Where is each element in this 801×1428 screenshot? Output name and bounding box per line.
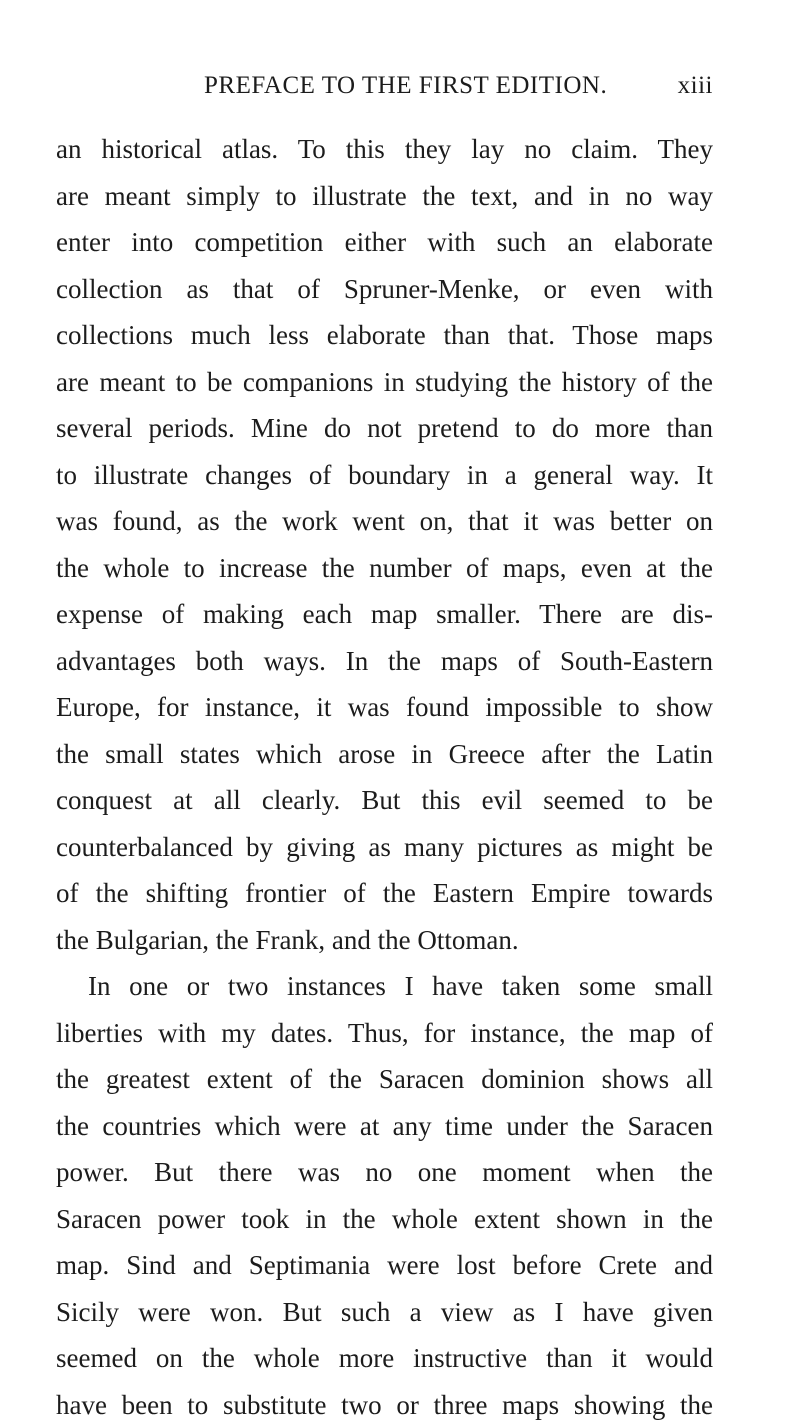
text-line: the greatest extent of the Saracen dominion shows all xyxy=(56,1056,713,1103)
text-line: Europe, for instance, it was found impossible to show xyxy=(56,684,713,731)
text-line: liberties with my dates. Thus, for instance, the map of xyxy=(56,1010,713,1057)
text-line: are meant to be companions in studying the history of the xyxy=(56,359,713,406)
text-line: have been to substitute two or three maps showing the xyxy=(56,1382,713,1428)
text-line: seemed on the whole more instructive than it would xyxy=(56,1335,713,1382)
body-text xyxy=(56,126,713,1428)
text-line: expense of making each map smaller. There are dis- xyxy=(56,591,713,638)
text-line: to illustrate changes of boundary in a general way. It xyxy=(56,452,713,499)
text-line: conquest at all clearly. But this evil seemed to be xyxy=(56,777,713,824)
text-line: map. Sind and Septimania were lost before Crete and xyxy=(56,1242,713,1289)
text-line: was found, as the work went on, that it was better on xyxy=(56,498,713,545)
text-line: enter into competition either with such an elaborate xyxy=(56,219,713,266)
text-line: power. But there was no one moment when the xyxy=(56,1149,713,1196)
running-head-title: PREFACE TO THE FIRST EDITION. xyxy=(204,72,607,100)
text-line: the small states which arose in Greece after the Latin xyxy=(56,731,713,778)
text-line: advantages both ways. In the maps of South-Eastern xyxy=(56,638,713,685)
text-line: an historical atlas. To this they lay no claim. They xyxy=(56,126,713,173)
text-line: Sicily were won. But such a view as I have given xyxy=(56,1289,713,1336)
text-line: are meant simply to illustrate the text, and in no way xyxy=(56,173,713,220)
paragraph-start-line: In one or two instances I have taken some small xyxy=(56,963,713,1010)
text-line: of the shifting frontier of the Eastern Empire towards xyxy=(56,870,713,917)
text-line: the whole to increase the number of maps, even at the xyxy=(56,545,713,592)
page-number: xiii xyxy=(678,72,713,100)
text-line: several periods. Mine do not pretend to do more than xyxy=(56,405,713,452)
running-head xyxy=(56,72,713,112)
text-line: Saracen power took in the whole extent shown in the xyxy=(56,1196,713,1243)
text-line: collections much less elaborate than that. Those maps xyxy=(56,312,713,359)
paragraph-end-line: the Bulgarian, the Frank, and the Ottoman. xyxy=(56,917,713,964)
text-line: collection as that of Spruner-Menke, or even with xyxy=(56,266,713,313)
text-line: counterbalanced by giving as many pictures as might be xyxy=(56,824,713,871)
text-line: the countries which were at any time under the Saracen xyxy=(56,1103,713,1150)
